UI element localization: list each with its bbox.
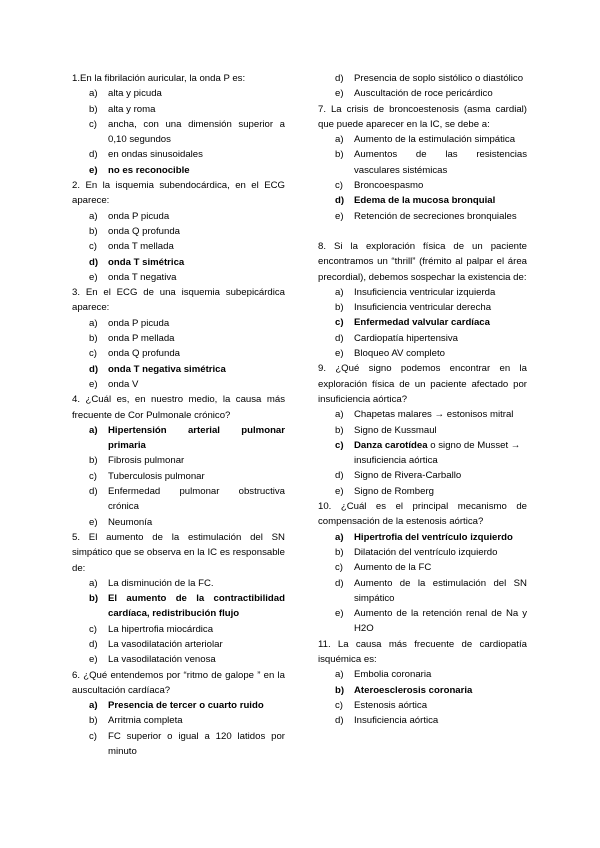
option-letter: b) [89, 225, 98, 237]
option-1e-correct [72, 163, 285, 178]
option-letter: e) [335, 348, 344, 360]
option-1c [72, 117, 285, 148]
option-6b [72, 713, 285, 728]
option-4a-correct [72, 423, 285, 454]
option-text: Bloqueo AV completo [354, 348, 446, 360]
option-letter: c) [335, 180, 343, 192]
option-text: onda T simétrica [108, 256, 185, 268]
option-letter: b) [89, 715, 98, 727]
option-text [354, 438, 527, 469]
option-text: Insuficiencia ventricular derecha [354, 302, 492, 314]
option-text: Presencia de tercer o cuarto ruido [108, 700, 264, 712]
question-7-options [318, 132, 527, 224]
option-text: Estenosis aórtica [354, 699, 428, 711]
option-letter: e) [89, 654, 98, 666]
option-text: onda Q profunda [108, 225, 181, 237]
option-text: Insuficiencia aórtica [354, 715, 439, 727]
option-5e [72, 652, 285, 667]
option-text: Signo de Rivera-Carballo [354, 470, 462, 482]
option-11a [318, 667, 527, 682]
option-letter: c) [89, 241, 97, 253]
option-7c [318, 178, 527, 193]
question-6-options [72, 698, 285, 759]
option-letter: c) [89, 118, 97, 130]
option-text: Aumentos de las resistencias vasculares sistémicas [354, 149, 527, 176]
option-10b [318, 545, 527, 560]
option-text: Ateroesclerosis coronaria [354, 684, 473, 696]
option-letter: d) [335, 715, 344, 727]
option-text: La hipertrofia miocárdica [108, 623, 214, 635]
option-letter: b) [89, 455, 98, 467]
option-letter: a) [335, 409, 344, 421]
option-text: onda P picuda [108, 210, 170, 222]
option-3d-correct [72, 362, 285, 377]
option-7b [318, 147, 527, 178]
option-text: Aumento de la estimulación simpática [354, 134, 516, 146]
option-letter: d) [89, 486, 98, 498]
option-letter: c) [89, 348, 97, 360]
option-text: Dilatación del ventrículo izquierdo [354, 546, 498, 558]
option-text: onda P picuda [108, 317, 170, 329]
option-8b [318, 300, 527, 315]
option-text: Hipertensión arterial pulmonar primaria [108, 424, 285, 452]
option-text: Fibrosis pulmonar [108, 455, 185, 467]
option-1a [72, 86, 285, 101]
option-text: Arritmia completa [108, 715, 183, 727]
option-text: Enfermedad pulmonar obstructiva crónica [108, 486, 285, 513]
question-3-options [72, 316, 285, 392]
option-text: Embolia coronaria [354, 669, 432, 681]
option-6c [72, 729, 285, 760]
option-text-rest: o signo de Musset → insuficiencia aórtica [354, 439, 521, 467]
option-letter: b) [335, 424, 344, 436]
option-text: no es reconocible [108, 164, 190, 176]
question-4: 4. ¿Cuál es, en nuestro medio, la causa más frecuente de Cor Pulmonale crónico? [72, 394, 285, 421]
option-9c-correct [318, 438, 527, 469]
question-2: 2. En la isquemia subendocárdica, en el ECG aparece: [72, 180, 285, 207]
option-2c [72, 239, 285, 254]
option-text: Aumento de la FC [354, 562, 432, 574]
option-3a [72, 316, 285, 331]
option-text: La disminución de la FC. [108, 577, 214, 589]
question-4-options [72, 423, 285, 530]
option-text: Tuberculosis pulmonar [108, 470, 205, 482]
option-text: La vasodilatación venosa [108, 654, 216, 666]
option-8a [318, 285, 527, 300]
option-letter: e) [89, 378, 98, 390]
option-text: Broncoespasmo [354, 180, 424, 192]
option-letter: a) [89, 88, 98, 100]
option-letter: b) [89, 333, 98, 345]
option-text: El aumento de la contractibilidad cardíaca, redistribución flujo [108, 593, 285, 620]
question-8: 8. Si la exploración física de un paciente encontramos un “thrill” (frémito al palpar el área precordial), debemos sospechar la existencia de: [318, 240, 527, 283]
option-text: Signo de Romberg [354, 485, 434, 497]
option-8c-correct [318, 315, 527, 330]
option-text: alta y roma [108, 103, 156, 115]
option-text: Aumento de la estimulación del SN simpático [354, 577, 527, 604]
option-11c [318, 698, 527, 713]
option-10d [318, 576, 527, 607]
option-text: onda T mellada [108, 241, 174, 253]
left-column [72, 71, 285, 759]
option-text: Retención de secreciones bronquiales [354, 210, 517, 222]
option-letter: c) [335, 699, 343, 711]
option-letter: a) [89, 700, 98, 712]
option-text: onda Q profunda [108, 348, 181, 360]
option-4d [72, 484, 285, 515]
option-letter: c) [335, 439, 344, 451]
option-text: Auscultación de roce pericárdico [354, 88, 493, 100]
option-7a [318, 132, 527, 147]
option-letter: c) [89, 470, 97, 482]
option-7e [318, 209, 527, 224]
option-letter: e) [335, 485, 344, 497]
option-letter: b) [89, 103, 98, 115]
option-letter: d) [89, 256, 99, 268]
option-6d [318, 71, 527, 86]
option-letter: c) [335, 562, 343, 574]
option-letter: a) [335, 134, 344, 146]
option-letter: c) [89, 730, 97, 742]
option-text: alta y picuda [108, 88, 162, 100]
question-5-options [72, 576, 285, 668]
question-7: 7. La crisis de broncoestenosis (asma cardial) que puede aparecer en la IC, se debe a: [318, 103, 527, 130]
option-text: Hipertrofia del ventrículo izquierdo [354, 531, 513, 543]
option-5c [72, 622, 285, 637]
option-letter: a) [335, 669, 344, 681]
question-11-options [318, 667, 527, 728]
option-2a [72, 209, 285, 224]
option-letter: e) [89, 271, 98, 283]
option-letter: d) [335, 577, 344, 589]
right-column [318, 71, 527, 728]
option-letter: b) [89, 593, 99, 605]
option-11d [318, 713, 527, 728]
option-letter: a) [335, 531, 344, 543]
option-9b [318, 423, 527, 438]
option-letter: b) [335, 149, 344, 161]
option-3c [72, 346, 285, 361]
option-10a-correct [318, 530, 527, 545]
option-text: FC superior o igual a 120 latidos por minuto [108, 730, 285, 758]
option-letter: d) [335, 195, 345, 207]
option-9d [318, 468, 527, 483]
option-text-bold: Danza carotídea [354, 439, 428, 451]
option-text: Insuficiencia ventricular izquierda [354, 286, 496, 298]
option-letter: d) [89, 363, 99, 375]
option-letter: d) [335, 73, 344, 84]
option-letter: e) [335, 608, 344, 620]
option-1d [72, 147, 285, 162]
option-letter: d) [335, 332, 344, 344]
option-4e [72, 515, 285, 530]
question-2-options [72, 209, 285, 285]
option-9a [318, 407, 527, 422]
question-6: 6. ¿Qué entendemos por “ritmo de galope ” en la auscultación cardíaca? [72, 669, 285, 696]
option-letter: a) [89, 210, 98, 222]
option-text: Enfermedad valvular cardíaca [354, 317, 490, 329]
option-8e [318, 346, 527, 361]
option-10e [318, 606, 527, 637]
option-letter: e) [89, 164, 98, 176]
option-6a-correct [72, 698, 285, 713]
option-letter: b) [335, 546, 344, 558]
option-text: onda V [108, 378, 139, 390]
option-4c [72, 469, 285, 484]
option-text: Aumento de la retención renal de Na y H2O [354, 608, 527, 635]
option-letter: d) [335, 470, 344, 482]
option-letter: a) [89, 317, 98, 329]
option-letter: c) [89, 623, 97, 635]
spacer [318, 224, 527, 239]
option-text: Neumonía [108, 516, 153, 528]
option-7d-correct [318, 193, 527, 208]
option-text: ancha, con una dimensión superior a 0,10 segundos [108, 118, 285, 146]
option-text: Signo de Kussmaul [354, 424, 437, 436]
option-text: onda T negativa [108, 271, 177, 283]
question-3: 3. En el ECG de una isquemia subepicárdica aparece: [72, 287, 285, 314]
option-text: Presencia de soplo sistólico o diastólico [354, 73, 524, 84]
option-letter: b) [335, 684, 345, 696]
question-9: 9. ¿Qué signo podemos encontrar en la exploración física de un paciente afectado por insuficiencia aórtica? [318, 363, 527, 405]
option-text: Edema de la mucosa bronquial [354, 195, 496, 207]
option-letter: a) [335, 286, 344, 298]
option-letter: a) [89, 424, 98, 436]
option-9e [318, 484, 527, 499]
option-2d-correct [72, 255, 285, 270]
option-5a [72, 576, 285, 591]
question-11: 11. La causa más frecuente de cardiopatía isquémica es: [318, 638, 527, 665]
option-3b [72, 331, 285, 346]
option-letter: d) [89, 149, 98, 161]
option-letter: e) [335, 88, 344, 100]
option-2e [72, 270, 285, 285]
option-2b [72, 224, 285, 239]
option-5d [72, 637, 285, 652]
question-10: 10. ¿Cuál es el principal mecanismo de compensación de la estenosis aórtica? [318, 501, 527, 528]
option-letter: e) [89, 516, 98, 528]
option-text: Cardiopatía hipertensiva [354, 332, 458, 344]
option-text: en ondas sinusoidales [108, 149, 203, 161]
option-1b [72, 102, 285, 117]
option-5b-correct [72, 591, 285, 622]
option-letter: b) [335, 302, 344, 314]
question-1-options [72, 86, 285, 178]
option-4b [72, 453, 285, 468]
option-text: Chapetas malares → estonisos mitral [354, 409, 514, 421]
question-1: 1.En la fibrilación auricular, la onda P es: [72, 73, 246, 84]
option-letter: d) [89, 638, 98, 650]
question-6-options-continued [318, 71, 527, 102]
option-letter: c) [335, 317, 344, 329]
option-text: La vasodilatación arteriolar [108, 638, 223, 650]
question-8-options [318, 285, 527, 361]
option-text: onda P mellada [108, 333, 175, 345]
option-10c [318, 560, 527, 575]
option-3e [72, 377, 285, 392]
option-6e [318, 86, 527, 101]
option-11b-correct [318, 683, 527, 698]
question-5: 5. El aumento de la estimulación del SN simpático que se observa en la IC es responsable de: [72, 531, 285, 574]
option-8d [318, 331, 527, 346]
question-9-options [318, 407, 527, 499]
option-letter: a) [89, 577, 98, 589]
question-10-options [318, 530, 527, 637]
option-letter: e) [335, 210, 344, 222]
option-text: onda T negativa simétrica [108, 363, 226, 375]
